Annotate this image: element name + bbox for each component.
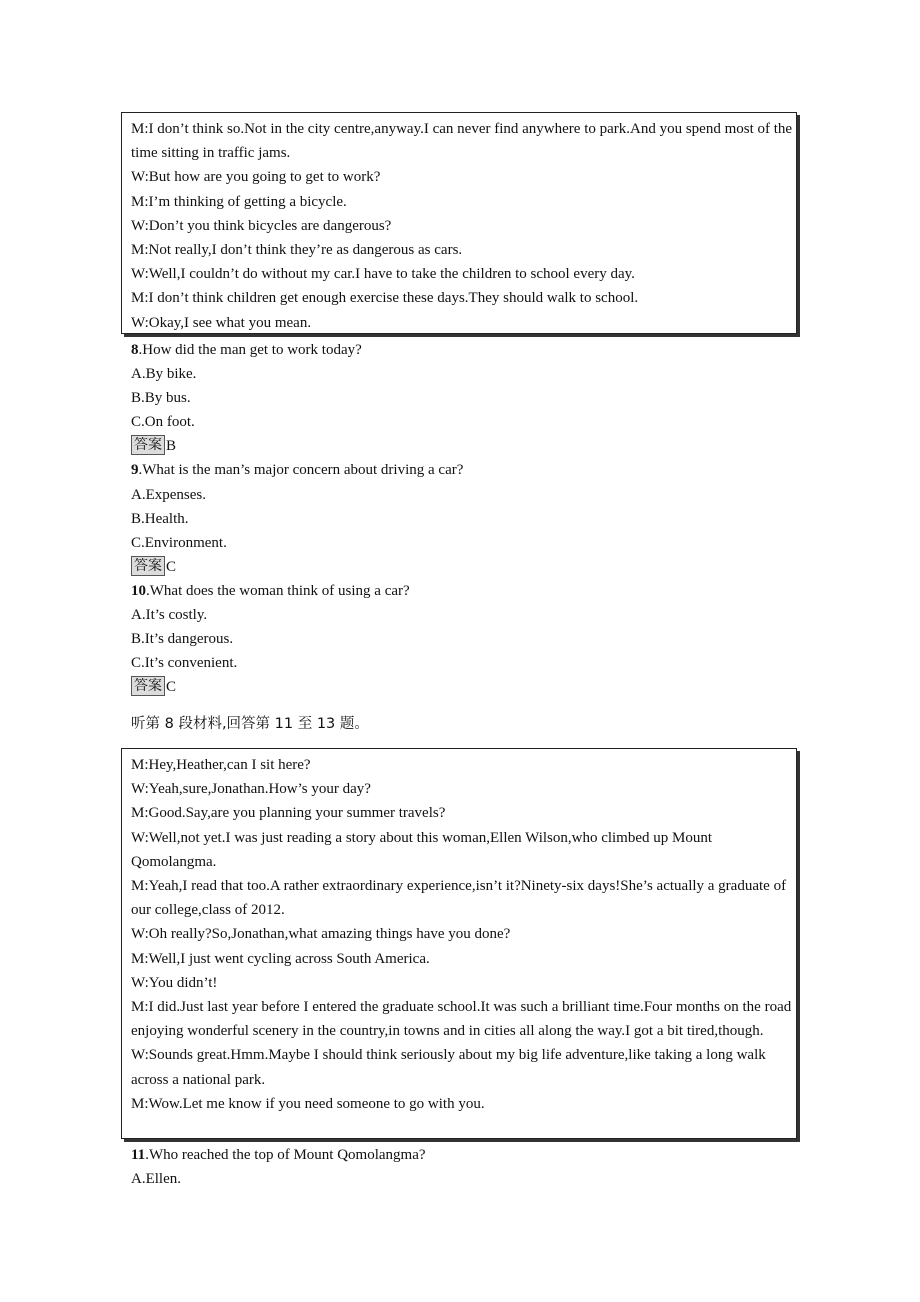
option: A.By bike. <box>131 366 197 383</box>
option: C.It’s convenient. <box>131 655 238 672</box>
dialogue-line: M:Yeah,I read that too.A rather extraordinary experience,isn’t it?Ninety-six days!She’s actually a graduate of our college,class of 2012. <box>131 878 787 919</box>
answer-value: C <box>166 679 177 696</box>
question-text: .What does the woman think of using a car? <box>146 582 410 599</box>
question-number: 8 <box>131 342 139 358</box>
option: B.Health. <box>131 510 189 527</box>
dialogue-line: W:Oh really?So,Jonathan,what amazing things have you done? <box>131 926 511 943</box>
question-number: 11 <box>131 1147 146 1163</box>
question-10 <box>131 579 801 603</box>
dialogue-box-1 <box>121 112 797 334</box>
dialogue-line: M:Wow.Let me know if you need someone to go with you. <box>131 1095 485 1112</box>
answer-row <box>131 675 801 699</box>
question-number: 10 <box>131 582 146 599</box>
dialogue-line: M:I don’t think children get enough exercise these days.They should walk to school. <box>131 290 639 307</box>
answer-badge: 答案 <box>131 676 165 696</box>
dialogue-line: M:Good.Say,are you planning your summer travels? <box>131 805 446 822</box>
option: C.Environment. <box>131 534 227 551</box>
option: A.Ellen. <box>131 1171 181 1188</box>
question-11-block <box>131 1143 801 1191</box>
question-text: .Who reached the top of Mount Qomolangma? <box>145 1147 426 1163</box>
dialogue-box-2 <box>121 748 797 1139</box>
answer-value: B <box>166 438 177 455</box>
dialogue-line: M:Not really,I don’t think they’re as dangerous as cars. <box>131 242 463 259</box>
dialogue-line: W:Yeah,sure,Jonathan.How’s your day? <box>131 781 371 798</box>
option: B.By bus. <box>131 390 191 407</box>
answer-badge: 答案 <box>131 556 165 576</box>
answer-value: C <box>166 558 177 575</box>
question-9 <box>131 458 801 482</box>
question-text: .How did the man get to work today? <box>138 342 362 358</box>
dialogue-line: W:Okay,I see what you mean. <box>131 314 312 331</box>
question-number: 9 <box>131 462 139 479</box>
dialogue-line: M:I don’t think so.Not in the city centre,anyway.I can never find anywhere to park.And you spend most of the time sitting in traffic jams. <box>131 121 793 162</box>
question-11 <box>131 1143 801 1167</box>
dialogue-line: M:I’m thinking of getting a bicycle. <box>131 193 347 210</box>
option: A.Expenses. <box>131 486 206 503</box>
questions-block <box>131 338 801 699</box>
question-8 <box>131 338 801 362</box>
dialogue-line: W:Well,not yet.I was just reading a story about this woman,Ellen Wilson,who climbed up Mount Qomolangma. <box>131 829 713 870</box>
question-text: .What is the man’s major concern about driving a car? <box>138 462 464 479</box>
dialogue-line: W:You didn’t! <box>131 974 218 991</box>
option: C.On foot. <box>131 414 195 431</box>
answer-row <box>131 555 801 579</box>
dialogue-line: M:I did.Just last year before I entered the graduate school.It was such a brilliant time.Four months on the road enjoying wonderful scenery in the country,in towns and in cities all along the way.I got a bit tired,though. <box>131 999 792 1040</box>
option: B.It’s dangerous. <box>131 631 234 648</box>
dialogue-line: W:But how are you going to get to work? <box>131 169 381 186</box>
dialogue-line: W:Sounds great.Hmm.Maybe I should think seriously about my big life adventure,like taking a long walk across a national park. <box>131 1047 766 1088</box>
option: A.It’s costly. <box>131 607 208 624</box>
dialogue-line: W:Well,I couldn’t do without my car.I have to take the children to school every day. <box>131 266 635 283</box>
dialogue-line: M:Hey,Heather,can I sit here? <box>131 757 311 773</box>
dialogue-line: W:Don’t you think bicycles are dangerous? <box>131 217 392 234</box>
answer-badge: 答案 <box>131 435 165 455</box>
section-heading: 听第 8 段材料,回答第 11 至 13 题。 <box>131 716 369 732</box>
dialogue-line: M:Well,I just went cycling across South America. <box>131 950 430 967</box>
answer-row <box>131 434 801 458</box>
